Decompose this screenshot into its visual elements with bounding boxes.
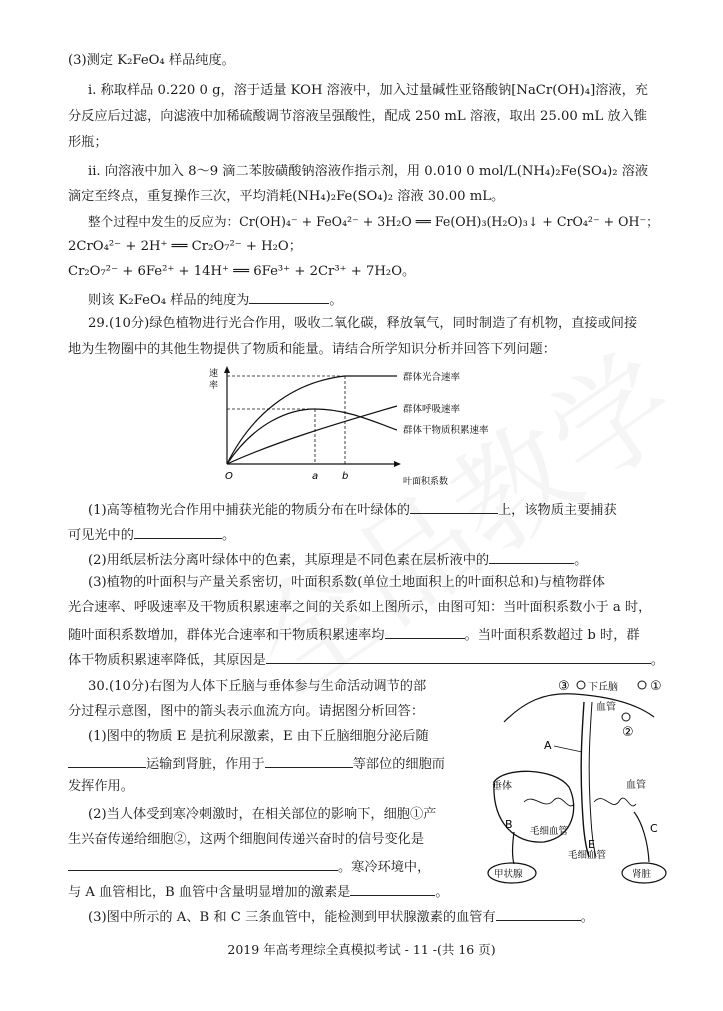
y-axis-label-1: 速 [209,369,219,379]
q3-step1-line3: 形瓶； [68,135,108,150]
page-footer: 2019 年高考理综全真模拟考试 - 11 -(共 16 页) [227,942,496,957]
x-tick-a: a [312,471,319,482]
text: 随叶面积系数增加，群体光合速率和干物质积累速率均 [68,628,385,643]
kidney-label: 肾脏 [632,869,652,880]
q29-stem-line1: 29.(10分)绿色植物进行光合作用，吸收二氧化碳，释放氧气，同时制造了有机物，直接或间接 [88,316,638,331]
punct: 。 [650,653,664,668]
answer-blank[interactable] [265,753,353,768]
q3-step1-line1: i. 称取样品 0.220 0 g，溶于适量 KOH 溶液中，加入过量碱性亚铬酸钠[NaCr(OH)₄]溶液，充 [88,83,648,98]
y-axis-arrow [224,366,230,373]
purity-text: 则该 K₂FeO₄ 样品的纯度为 [88,293,250,308]
vessel-c [634,812,649,862]
q30-part2-line1: (2)当人体受到寒冷刺激时，在相关部位的影响下，细胞①产 [88,807,437,822]
capillary-bed-2 [594,798,636,806]
answer-blank[interactable] [134,524,222,539]
punct: 。 [435,885,449,900]
text: 上，该物质主要捕获 [498,503,617,518]
x-axis-label: 叶面积系数 [403,477,449,487]
capillary-label-2: 毛细血管 [568,850,607,861]
vessel-label-top: 血管 [596,702,616,713]
label-e: E [588,838,595,851]
q3-step2-line1: ii. 向溶液中加入 8～9 滴二苯胺磺酸钠溶液作指示剂，用 0.010 0 mol/L(NH₄)₂Fe(SO₄)₂ 溶液 [88,164,649,179]
purity-question [88,289,343,310]
thyroid-label: 甲状腺 [494,869,523,880]
rate-chart [205,362,545,492]
reaction-3: Cr₂O₇²⁻ + 6Fe²⁺ + 14H⁺ ══ 6Fe³⁺ + 2Cr³⁺ + 7H₂O。 [68,264,416,279]
pointer-a [554,746,582,752]
text: (2)用纸层析法分离叶绿体中的色素，其原理是不同色素在层析液中的 [88,553,490,568]
vessel-b [513,832,515,864]
punct: 。 [221,528,236,543]
label-cell-3: ③ [558,679,570,694]
q29-part3-line3 [68,624,640,645]
text: 。当叶面积系数超过 b 时，群 [464,628,640,643]
q29-stem-line2: 地为生物圈中的其他生物提供了物质和能量。请结合所学知识分析并回答下列问题： [68,342,556,357]
q3-step2-line2: 滴定至终点，重复操作三次，平均消耗(NH₄)₂Fe(SO₄)₂ 溶液 30.00 mL。 [68,189,505,204]
q3-heading: (3)测定 K₂FeO₄ 样品纯度。 [68,53,235,68]
legend-photosynthesis: 群体光合速率 [403,372,461,383]
answer-blank[interactable] [266,649,651,664]
answer-blank[interactable] [68,753,146,768]
vessel-a [581,702,589,857]
punct: 。 [574,553,588,568]
neuron-1 [638,681,646,689]
capillary-bed-1 [524,798,574,806]
label-cell-2: ② [622,725,634,740]
series-dry-matter [227,409,397,464]
q29-part3-line2: 光合速率、呼吸速率及干物质积累速率之间的关系如上图所示，由图可知：当叶面积系数小于 a 时， [68,600,652,615]
q29-part1-line1 [88,499,617,520]
label-b: B [505,818,513,831]
q30-part1-line1: (1)图中的物质 E 是抗利尿激素，E 由下丘脑细胞分泌后随 [88,729,429,744]
label-cell-1: ① [650,679,662,694]
label-a: A [544,739,552,752]
text: 等部位的细胞而 [352,757,445,772]
q30-part3 [88,906,594,927]
text: 体干物质积累速率降低，其原因是 [68,653,266,668]
text: 与 A 血管相比，B 血管中含量明显增加的激素是 [68,885,351,900]
q30-part1-line2 [68,753,445,774]
q30-part2-line4 [68,881,449,902]
capillary-label-1: 毛细血管 [530,826,569,837]
q29-part2 [88,549,587,570]
vessel-label-right: 血管 [626,780,646,791]
neuron-2 [622,713,630,721]
q30-part2-line3 [68,856,430,877]
brain-outline [504,694,654,722]
hypothalamus-label: 下丘脑 [588,682,618,693]
text: 。寒冷环境中， [338,860,431,875]
hypothalamus-pituitary-diagram [484,672,674,892]
reaction-1: 整个过程中发生的反应为：Cr(OH)₄⁻ + FeO₄²⁻ + 3H₂O ══ Fe(OH)₃(H₂O)₃↓ + CrO₄²⁻ + OH⁻； [88,214,659,229]
legend-dry-matter: 群体干物质积累速率 [403,425,489,436]
pituitary-label: 垂体 [492,781,512,792]
answer-blank[interactable] [410,499,498,514]
answer-blank[interactable] [496,906,581,921]
q30-stem-line1: 30.(10分)右图为人体下丘脑与垂体参与生命活动调节的部 [88,679,427,694]
q30-part1-line3: 发挥作用。 [68,779,134,794]
text: 可见光中的 [68,528,134,543]
answer-blank[interactable] [350,881,435,896]
q29-part3-line4 [68,649,664,670]
q30-part2-line2: 生兴奋传递给细胞②，这两个细胞间传递兴奋时的信号变化是 [68,832,425,847]
q3-step1-line2: 分反应后过滤，向滤液中加稀硫酸调节溶液呈强酸性，配成 250 mL 溶液，取出 25.00 mL 放入锥 [68,109,647,124]
neuron-3 [577,681,585,689]
x-tick-b: b [342,471,349,482]
q29-part1-line2 [68,524,235,545]
vessel-a-inner [589,702,596,857]
q30-stem-line2: 分过程示意图，图中的箭头表示血流方向。请据图分析回答： [68,704,425,719]
origin-label: O [225,471,233,482]
text: 运输到肾脏，作用于 [146,757,265,772]
legend-respiration: 群体呼吸速率 [403,404,461,415]
answer-blank[interactable] [385,624,465,639]
punct: 。 [329,293,343,308]
text: (1)高等植物光合作用中捕获光能的物质分布在叶绿体的 [88,503,410,518]
y-axis-label-2: 率 [209,381,219,391]
reaction-2: 2CrO₄²⁻ + 2H⁺ ══ Cr₂O₇²⁻ + H₂O； [68,239,302,254]
x-axis-arrow [394,461,401,467]
punct: 。 [580,910,594,925]
text: (3)图中所示的 A、B 和 C 三条血管中，能检测到甲状腺激素的血管有 [88,910,496,925]
answer-blank[interactable] [249,289,329,304]
answer-blank[interactable] [489,549,574,564]
answer-blank[interactable] [68,856,338,871]
label-c: C [650,822,658,835]
q29-part3-line1: (3)植物的叶面积与产量关系密切，叶面积系数(单位土地面积上的叶面积总和)与植物群体 [88,575,605,590]
